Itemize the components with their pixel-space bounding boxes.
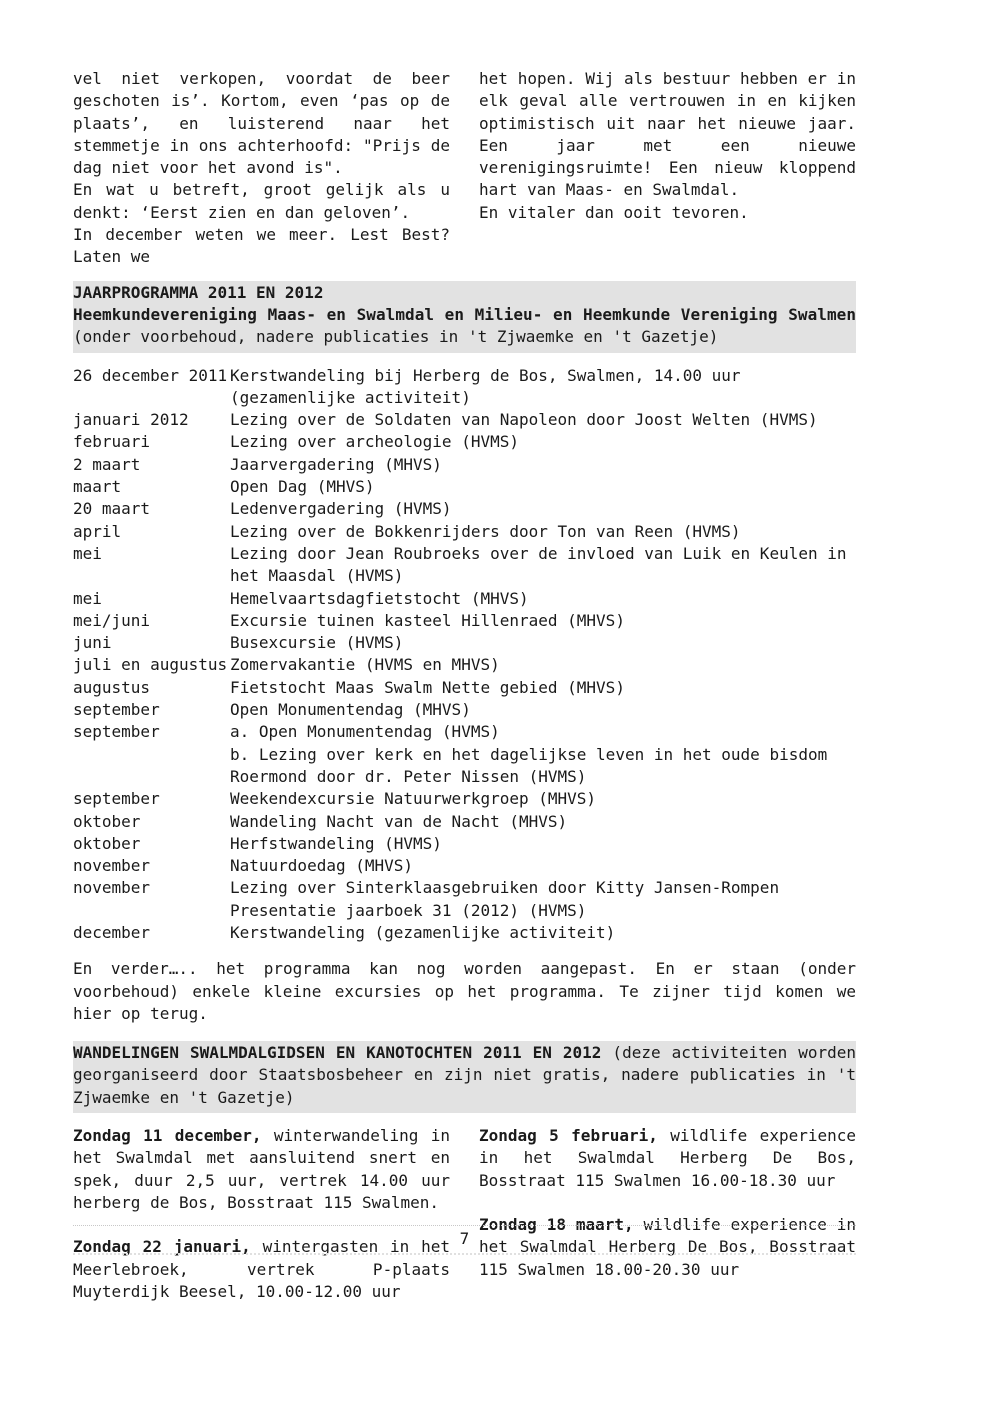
- intro-columns: [73, 68, 856, 269]
- intro-paragraph: En wat u betreft, groot gelijk als u denkt: ‘Eerst zien en dan geloven’.: [73, 180, 450, 222]
- program-date: mei: [73, 543, 102, 563]
- program-row: [73, 498, 856, 520]
- program-table: [73, 365, 856, 945]
- program-activity: Natuurdoedag (MHVS): [230, 856, 414, 876]
- event-text: winterwandeling in het Swalmdal met aansluitend snert en spek, duur 2,5 uur, vertrek 14.00 uur herberg de Bos, Bosstraat 115 Swalmen.: [73, 1126, 450, 1212]
- page-footer: [73, 1225, 856, 1256]
- event-date: Zondag 11 december,: [73, 1126, 262, 1146]
- program-row: [73, 699, 856, 721]
- program-row: [73, 409, 856, 431]
- program-activity: Jaarvergadering (MHVS): [230, 454, 442, 474]
- program-row: [73, 744, 856, 789]
- program-activity: Herfstwandeling (HVMS): [230, 833, 442, 853]
- event-text: wildlife experience in het Swalmdal Herberg De Bos, Bosstraat 115 Swalmen 18.00-20.30 uur: [479, 1214, 856, 1279]
- jaarprogramma-header: [73, 281, 856, 353]
- program-row: [73, 610, 856, 632]
- program-date: [73, 744, 230, 789]
- program-activity: Lezing door Jean Roubroeks over de invloed van Luik en Keulen in het Maasdal (HVMS): [230, 543, 847, 586]
- program-row: [73, 721, 856, 743]
- program-activity: Weekendexcursie Natuurwerkgroep (MHVS): [230, 789, 597, 809]
- event-date: Zondag 5 februari,: [479, 1126, 658, 1146]
- page-number: 7: [459, 1229, 470, 1248]
- program-date: mei/juni: [73, 610, 151, 630]
- program-date: augustus: [73, 677, 151, 697]
- program-date: oktober: [73, 833, 141, 853]
- program-activity: Open Dag (MHVS): [230, 477, 375, 497]
- program-activity: Lezing over archeologie (HVMS): [230, 432, 519, 452]
- jaarprogramma-note: (onder voorbehoud, nadere publicaties in 't Zjwaemke en 't Gazetje): [73, 327, 719, 347]
- program-date: december: [73, 922, 151, 942]
- program-date: [73, 900, 230, 922]
- event-item: [479, 1125, 856, 1192]
- program-date: 26 december 2011: [73, 365, 228, 385]
- intro-paragraph: vel niet verkopen, voordat de beer geschoten is’. Kortom, even ‘pas op de plaats’, en luisterend naar het stemmetje in ons achterhoofd: "Prijs de dag niet voor het avond is".: [73, 69, 450, 178]
- wandelingen-title: WANDELINGEN SWALMDALGIDSEN EN KANOTOCHTEN 2011 EN 2012: [73, 1043, 602, 1063]
- program-row: [73, 900, 856, 922]
- program-activity: Kerstwandeling (gezamenlijke activiteit): [230, 922, 616, 942]
- program-activity: Lezing over de Soldaten van Napoleon door Joost Welten (HVMS): [230, 410, 818, 430]
- wandelingen-note: (deze activiteiten worden georganiseerd door Staatsbosbeheer en zijn niet gratis, nadere publicaties in 't Zjwaemke en 't Gazetje): [73, 1043, 856, 1107]
- event-item: [73, 1125, 450, 1214]
- program-row: [73, 855, 856, 877]
- intro-paragraph: En vitaler dan ooit tevoren.: [479, 202, 749, 222]
- program-date: 20 maart: [73, 499, 151, 519]
- program-activity: Open Monumentendag (MHVS): [230, 700, 471, 720]
- program-activity: Excursie tuinen kasteel Hillenraed (MHVS): [230, 610, 625, 630]
- program-date: juni: [73, 633, 112, 653]
- event-text: wildlife experience in het Swalmdal Herberg De Bos, Bosstraat 115 Swalmen 16.00-18.30 uur: [479, 1126, 857, 1190]
- intro-paragraph: het hopen. Wij als bestuur hebben er in elk geval alle vertrouwen in en kijken optimistisch uit naar het nieuwe jaar. Een jaar met een nieuwe verenigingsruimte! Een nieuw kloppend hart van Maas- en Swalmdal.: [479, 69, 856, 200]
- program-row: [73, 588, 856, 610]
- intro-left-column: [73, 68, 450, 269]
- program-activity: Presentatie jaarboek 31 (2012) (HVMS): [230, 900, 587, 920]
- program-date: oktober: [73, 811, 141, 831]
- program-row: [73, 877, 856, 899]
- program-date: mei: [73, 588, 102, 608]
- event-text: wintergasten in het Meerlebroek, vertrek P-plaats Muyterdijk Beesel, 10.00-12.00 uur: [73, 1237, 451, 1301]
- program-row: [73, 788, 856, 810]
- program-date: april: [73, 521, 122, 541]
- program-row: [73, 521, 856, 543]
- program-date: februari: [73, 432, 151, 452]
- program-row: [73, 811, 856, 833]
- program-row: [73, 632, 856, 654]
- program-row: [73, 431, 856, 453]
- program-date: november: [73, 878, 151, 898]
- program-date: juli en augustus: [73, 655, 228, 675]
- program-row: [73, 543, 856, 588]
- program-activity: Wandeling Nacht van de Nacht (MHVS): [230, 811, 568, 831]
- program-activity: Hemelvaartsdagfietstocht (MHVS): [230, 588, 529, 608]
- intro-right-column: [479, 68, 856, 269]
- program-activity: Fietstocht Maas Swalm Nette gebied (MHVS): [230, 677, 625, 697]
- program-row: [73, 365, 856, 410]
- program-activity: Kerstwandeling bij Herberg de Bos, Swalmen, 14.00 uur (gezamenlijke activiteit): [230, 365, 741, 407]
- program-date: september: [73, 700, 160, 720]
- program-row: [73, 833, 856, 855]
- verder-paragraph: En verder….. het programma kan nog worden aangepast. En er staan (onder voorbehoud) enkele kleine excursies op het programma. Te zijner tijd komen we hier op terug.: [73, 959, 856, 1023]
- event-date: Zondag 18 maart,: [479, 1214, 634, 1234]
- page-content: [73, 68, 856, 1325]
- program-activity: Lezing over Sinterklaasgebruiken door Kitty Jansen-Rompen: [230, 878, 780, 898]
- footer-divider: [73, 1253, 856, 1255]
- program-row: [73, 654, 856, 676]
- program-activity: b. Lezing over kerk en het dagelijkse leven in het oude bisdom Roermond door dr. Peter Nissen (HVMS): [230, 744, 828, 786]
- intro-paragraph: In december weten we meer. Lest Best? Laten we: [73, 225, 450, 267]
- program-date: maart: [73, 477, 122, 497]
- program-activity: Busexcursie (HVMS): [230, 633, 404, 653]
- program-row: [73, 677, 856, 699]
- jaarprogramma-subtitle: Heemkundevereniging Maas- en Swalmdal en Milieu- en Heemkunde Vereniging Swalmen: [73, 304, 856, 324]
- program-activity: a. Open Monumentendag (HVMS): [230, 722, 500, 742]
- program-activity: Lezing over de Bokkenrijders door Ton van Reen (HVMS): [230, 521, 741, 541]
- program-row: [73, 922, 856, 944]
- program-row: [73, 454, 856, 476]
- program-date: 2 maart: [73, 454, 141, 474]
- event-date: Zondag 22 januari,: [73, 1237, 251, 1257]
- program-row: [73, 476, 856, 498]
- jaarprogramma-title: JAARPROGRAMMA 2011 EN 2012: [73, 282, 324, 302]
- program-date: januari 2012: [73, 410, 189, 430]
- wandelingen-header: [73, 1041, 856, 1113]
- program-date: september: [73, 722, 160, 742]
- program-activity: Zomervakantie (HVMS en MHVS): [230, 655, 500, 675]
- program-date: september: [73, 789, 160, 809]
- program-date: november: [73, 856, 151, 876]
- program-activity: Ledenvergadering (HVMS): [230, 499, 452, 519]
